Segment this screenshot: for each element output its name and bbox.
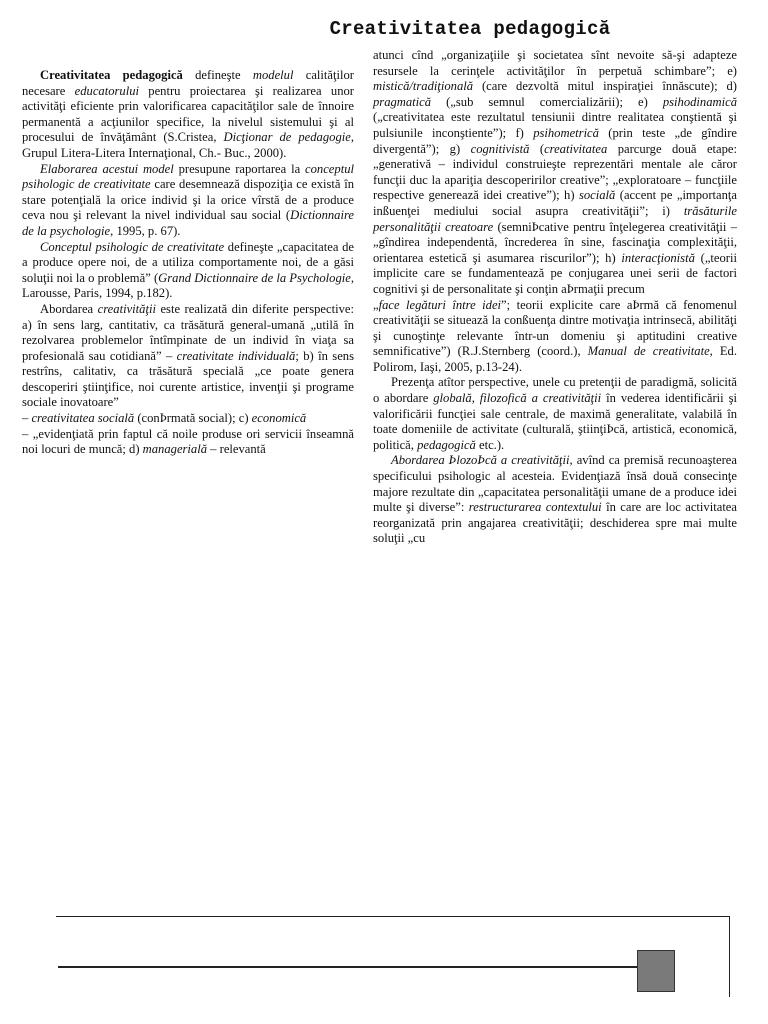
paragraph: Creativitatea pedagogică defineşte modelul calităţilor necesare educatorului pentru proiectarea şi realizarea unor activităţi eficiente prin valorificarea capacităţilor sale de înnoire permanentă a acţiunilor specifice, la nivelul sistemului şi al procesului de învăţământ (S.Cristea, Dicţionar de pedagogie, Grupul Litera-Litera Internaţional, Ch.- Buc., 2000). <box>22 68 354 160</box>
right-column <box>373 48 737 547</box>
paragraph: – „evidenţiată prin faptul că noile produse ori servicii înseamnă noi locuri de muncă; d) managerială – relevantă <box>22 426 354 457</box>
paragraph: – creativitatea socială (conÞrmată social); c) economică <box>22 411 307 426</box>
paragraph: Conceptul psihologic de creativitate defineşte „capacitatea de a produce opere noi, de a utiliza comportamente noi, de a găsi soluţii noi la o problemă” (Grand Dictionnaire de la Psychologie, Larousse, Paris, 1994, p.182). <box>22 239 354 301</box>
paragraph: Abordarea ÞlozoÞcă a creativităţii, avînd ca premisă recunoaşterea specificului psihologic al acesteia. Evidenţiază însă două consecinţe majore rezultate din „capacitatea personalităţii umane de a produce idei multe şi diverse”: restructurarea contextului în care are loc activitatea reorganizată prin angajarea creativităţii; deschiderea spre mai multe soluţii „cu <box>373 453 737 546</box>
paragraph: Abordarea creativităţii este realizată din diferite perspective: a) în sens larg, cantitativ, ca trăsătură general-umană „utilă în rezolvarea problemelor întîmpinate de un individ în viaţa sa profesională sau cotidiană” – creativitate individuală; b) în sens restrîns, calitativ, ca trăsătură specială „ce poate genera descoperiri ştiinţifice, noi curente artistice, invenţii şi programe sociale inovatoare” <box>22 301 354 410</box>
paragraph: „face legături între idei”; teorii explicite care aÞrmă că fenomenul creativităţii se situează la conßuenţa dintre motivaţia intrinsecă, abilităţi şi cunoştinţe relevante într-un domeniu şi aptitudini creative semnificative”) (R.J.Sternberg (coord.), Manual de creativitate, Ed. Polirom, Iaşi, 2005, p.13-24). <box>373 297 738 374</box>
page-title: Creativitatea pedagogică <box>329 18 611 40</box>
footer-page-block <box>637 950 675 992</box>
footer-rule <box>58 966 658 968</box>
paragraph: Prezenţa atîtor perspective, unele cu pretenţii de paradigmă, solicită o abordare globală, filozofică a creativităţii în vederea identificării şi valorificării funcţiei sale centrale, de maximă generalitate, valabilă în toate domeniile de activitate (culturală, ştiinţiÞcă, artistică, economică, politică, pedagogică etc.). <box>373 375 737 452</box>
paragraph: Elaborarea acestui model presupune raportarea la conceptul psihologic de creativitate care desemnează dispoziţia ce există în stare potenţială la orice individ şi la orice vîrstă de a produce ceva nou şi relevant la nivel individual sau social (Dictionnaire de la psychologie, 1995, p. 67). <box>22 161 354 238</box>
paragraph: atunci cînd „organizaţiile şi societatea sînt nevoite să-şi adapteze resursele la cerinţele activităţilor în perpetuă schimbare”; e) mistică/tradiţională (care dezvoltă mitul inspiraţiei înnăscute); d) pragmatică („sub semnul comercializării); e) psihodinamică („creativitatea este rezultatul tensiunii dintre realitatea conştientă şi pulsiunile inconştiente”); f) psihometrică (prin teste „de gîndire divergentă”); g) cognitivistă (creativitatea parcurge două etape: „generativă – individul construieşte reprezentări mentale ale căror funcţii duc la apariţia descoperirilor creative”; „exploratoare – funcţiile respective generează idei creative”); h) socială (accent pe „importanţa inßuenţei mediului social asupra creativităţii”; i) trăsăturile personalităţii creatoare (semniÞcative pentru înţelegerea creativităţii – „gîndirea independentă, încrederea în sine, fascinaţia complexităţii, orientarea estetică şi asumarea riscurilor”); h) interacţionistă („teorii implicite care se fundamentează pe conjugarea unei serii de factori cognitivi şi de personalitate şi conţin aÞrmaţii precum <box>373 48 738 296</box>
footer-frame <box>56 916 730 997</box>
left-column <box>22 68 354 458</box>
